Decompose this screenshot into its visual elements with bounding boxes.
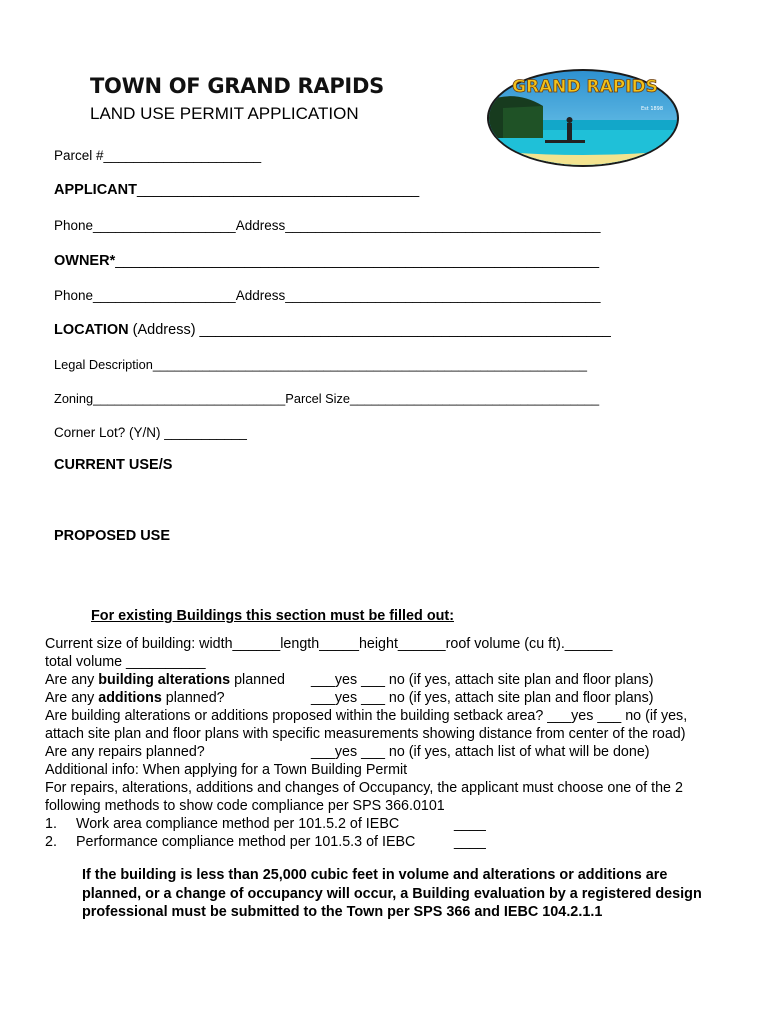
- building-alterations-question: [45, 672, 285, 688]
- building-size-line[interactable]: Current size of building: width______length_____height______roof volume (cu ft).______: [45, 636, 613, 652]
- logo-est: Est 1898: [641, 106, 664, 112]
- building-alterations-answer[interactable]: ___yes ___ no (if yes, attach site plan and floor plans): [311, 672, 654, 688]
- owner-line: ____________________________________________________________: [115, 253, 600, 269]
- method-2-text: Performance compliance method per 101.5.3 of IEBC: [76, 834, 416, 850]
- q-bold: additions: [98, 690, 162, 706]
- owner-field[interactable]: [54, 252, 599, 270]
- logo-text: GRAND RAPIDS: [512, 77, 658, 97]
- total-volume-line[interactable]: total volume __________: [45, 654, 206, 670]
- method-1-blank[interactable]: ____: [454, 816, 486, 832]
- additions-answer[interactable]: ___yes ___ no (if yes, attach site plan and floor plans): [311, 690, 654, 706]
- parcel-field[interactable]: Parcel #_____________________: [54, 148, 262, 163]
- existing-buildings-heading: For existing Buildings this section must be filled out:: [91, 608, 454, 624]
- applicant-line: ___________________________________: [136, 182, 420, 198]
- method-1-number: 1.: [45, 816, 57, 832]
- applicant-label: APPLICANT: [54, 182, 137, 198]
- additional-info-line: Additional info: When applying for a Town Building Permit: [45, 762, 408, 778]
- location-label: LOCATION: [54, 322, 129, 338]
- owner-label: OWNER*: [54, 253, 116, 269]
- method-2-number: 2.: [45, 834, 57, 850]
- zoning-parcel-size-field[interactable]: Zoning___________________________Parcel Size___________________________________: [54, 391, 600, 406]
- grand-rapids-logo: [483, 68, 683, 168]
- q-suffix: planned: [230, 672, 285, 688]
- repairs-question: Are any repairs planned?: [45, 744, 205, 760]
- method-1-text: Work area compliance method per 101.5.2 of IEBC: [76, 816, 400, 832]
- form-subtitle: LAND USE PERMIT APPLICATION: [90, 104, 359, 123]
- q-bold: building alterations: [98, 672, 231, 688]
- q-prefix: Are any: [45, 690, 99, 706]
- current-use-heading: CURRENT USE/S: [54, 457, 173, 473]
- town-title: TOWN OF GRAND RAPIDS: [90, 74, 384, 98]
- applicant-phone-address-field[interactable]: Phone___________________Address__________________________________________: [54, 218, 601, 233]
- q-suffix: planned?: [161, 690, 225, 706]
- location-field[interactable]: [54, 321, 611, 339]
- evaluation-notice: If the building is less than 25,000 cubic feet in volume and alterations or additions are planned, or a change of occupancy will occur, a Building evaluation by a registered design professional must be submitted to the Town per SPS 366 and IEBC 104.2.1.1: [82, 867, 702, 920]
- additions-question: [45, 690, 225, 706]
- setback-instructions: attach site plan and floor plans with specific measurements showing distance from center of the road): [45, 726, 686, 742]
- method-2-blank[interactable]: ____: [454, 834, 486, 850]
- q-prefix: Are any: [45, 672, 99, 688]
- owner-phone-address-field[interactable]: Phone___________________Address__________________________________________: [54, 288, 601, 303]
- location-line: (Address) ___________________________________________________: [128, 322, 611, 338]
- setback-question[interactable]: Are building alterations or additions proposed within the building setback area? ___yes ___ no (if yes,: [45, 708, 688, 724]
- repairs-answer[interactable]: ___yes ___ no (if yes, attach list of what will be done): [311, 744, 650, 760]
- corner-lot-field[interactable]: Corner Lot? (Y/N) ___________: [54, 425, 247, 440]
- proposed-use-heading: PROPOSED USE: [54, 528, 171, 544]
- legal-description-field[interactable]: Legal Description_____________________________________________________________: [54, 357, 588, 372]
- applicant-field[interactable]: [54, 181, 419, 199]
- compliance-instructions-line2: following methods to show code compliance per SPS 366.0101: [45, 798, 445, 814]
- compliance-instructions-line1: For repairs, alterations, additions and changes of Occupancy, the applicant must choose one of the 2: [45, 780, 683, 796]
